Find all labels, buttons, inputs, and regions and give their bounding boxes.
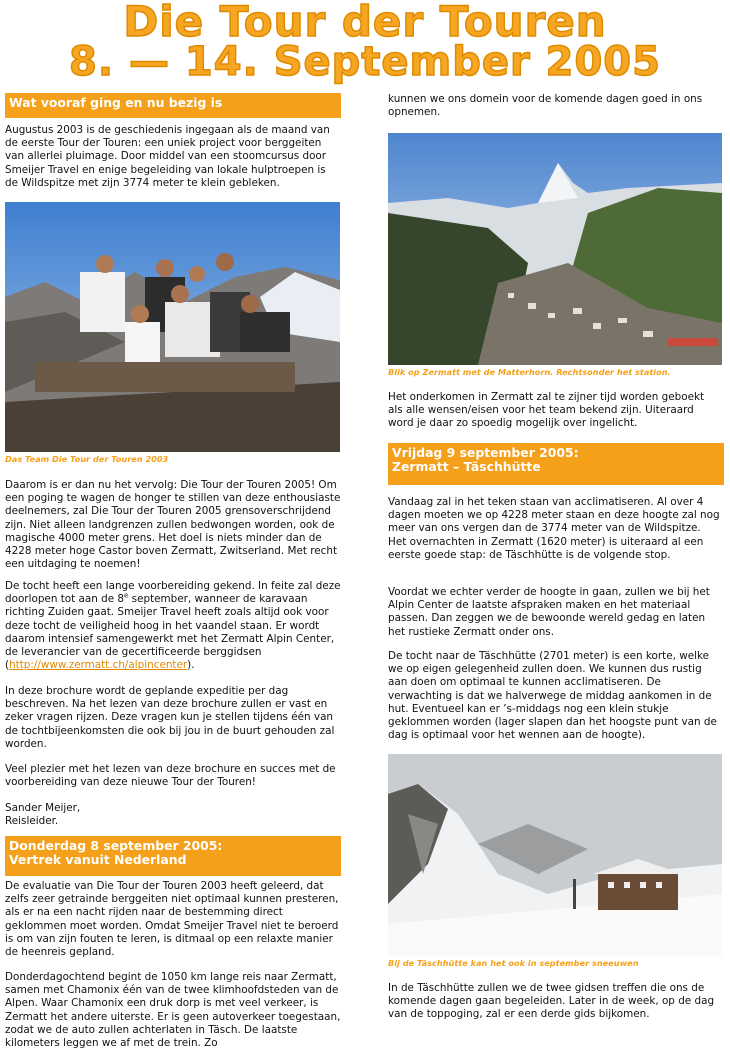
intro-paragraph: Augustus 2003 is de geschiedenis ingegaan als de maand van de eerste Tour der Touren: een uniek project voor berggeiten van allerlei pluimage. Door middel van een stoomcursus door Smeijer Travel en enige begeleiding van lokale hulptroepen is de Wildspitze met zijn 3774 meter te klein gebleken. <box>5 124 330 189</box>
paragraph-acclimatise: Vandaag zal in het teken staan van acclimatiseren. Al over 4 dagen moeten we op 4228 meter staan en deze hoogte zal nog meer van ons vergen dan de 3774 meter van de Wildspitze. Het overnachten in Zermatt (1620 meter) is uiteraard al een eerste goede stap: de Täschhütte is de volgende stop. <box>388 496 720 561</box>
taschhutte-photo <box>388 754 722 956</box>
paragraph-preparation <box>5 580 341 672</box>
paragraph-guides: In de Täschhütte zullen we de twee gidsen treffen die ons de komende dagen gaan begeleiden. Later in de week, op de dag van de toppoging, zal er een derde gids bijkomen. <box>388 982 715 1021</box>
zermatt-photo <box>388 133 722 365</box>
paragraph-alpin-center: Voordat we echter verder de hoogte in gaan, zullen we bij het Alpin Center de laatste afspraken maken en het materiaal passen. Dan zeggen we de bewoonde wereld gedag en laten het rustieke Zermatt onder ons. <box>388 586 710 638</box>
text-run: De tocht heeft een lange voorbereiding gekend. In feite zal deze doorlopen tot aan de 8 <box>5 580 341 606</box>
superscript: e <box>124 591 129 600</box>
alpin-center-link[interactable]: http://www.zermatt.ch/alpincenter <box>9 659 188 672</box>
paragraph-journey: Donderdagochtend begint de 1050 km lange reis naar Zermatt, samen met Chamonix één van de twee klimhoofdsteden van de Alpen. Waar Chamonix een druk dorp is met veel verkeer, is Zermatt het andere uiterste. Er is geen autoverkeer toegestaan, zodat we de auto zullen achterlaten in Täsch. De laatste kilometers leggen we af met de trein. Zo <box>5 971 341 1050</box>
signature-name: Sander Meijer, <box>5 802 81 814</box>
title-line-2: 8. — 14. September 2005 <box>69 39 661 85</box>
paragraph-evaluation: De evaluatie van Die Tour der Touren 2003 heeft geleerd, dat zelfs zeer getrainde berggeiten niet optimaal kunnen presteren, als er na een nacht rijden naar de bestemming direct geklommen moet worden. Omdat Smeijer Travel niet te beroerd is om van zijn fouten te leren, is ditmaal op een relaxte manier de heenreis gepland. <box>5 880 339 959</box>
paragraph-accommodation: Het onderkomen in Zermatt zal te zijner tijd worden geboekt als alle wensen/eisen voor het team bekend zijn. Uiteraard word je daar zo spoedig mogelijk over ingelicht. <box>388 391 705 430</box>
section-heading-text: Donderdag 8 september 2005: <box>9 838 223 853</box>
title-line-1: Die Tour der Touren <box>123 0 607 46</box>
section-heading-friday <box>388 443 724 485</box>
paragraph-brochure: In deze brochure wordt de geplande expeditie per dag beschreven. Na het lezen van deze brochure zullen er vast en zeker vragen rijzen. Deze vragen kun je stellen tijdens één van de tochtbijeenkomsten die ook bij jou in de buurt gehouden zal worden. <box>5 685 335 750</box>
section-heading-intro <box>5 93 341 118</box>
section-heading-thursday <box>5 836 341 876</box>
photo-caption-team: Das Team Die Tour der Touren 2003 <box>5 454 169 464</box>
section-heading-subtext: Zermatt – Täschhütte <box>392 459 541 474</box>
signature-role: Reisleider. <box>5 815 59 827</box>
team-photo <box>5 202 340 452</box>
text-run: september, wanneer de karavaan richting Zuiden gaat. Smeijer Travel heeft zoals altijd ook voor deze tocht de veiligheid hoog in het vaandel staan. Er wordt daarom intensief samengewerkt met het Zermatt Alpin Center, de leverancier van de gecertificeerde berggidsen ( <box>5 593 335 672</box>
section-heading-text: Vrijdag 9 september 2005: <box>392 445 579 460</box>
text-run: ). <box>187 659 195 672</box>
paragraph-taschhutte: De tocht naar de Täschhütte (2701 meter) is een korte, welke we op eigen gelegenheid zullen doen. We kunnen dus rustig aan doen om optimaal te kunnen acclimatiseren. De verwachting is dat we halverwege de middag aankomen in de hut. Eventueel kan er ’s-middags nog een klein stukje geklommen worden (lager slapen dan het hoogste punt van de dag is optimaal voor het wennen aan de hoogte). <box>388 650 717 742</box>
section-heading-subtext: Vertrek vanuit Nederland <box>9 852 187 867</box>
section-heading-text: Wat vooraf ging en nu bezig is <box>9 95 223 110</box>
photo-caption-zermatt: Blik op Zermatt met de Matterhorn. Rechtsonder het station. <box>388 367 671 377</box>
paragraph-closing: Veel plezier met het lezen van deze brochure en succes met de voorbereiding van deze nieuwe Tour der Touren! <box>5 763 336 789</box>
paragraph-tour-2005: Daarom is er dan nu het vervolg: Die Tour der Touren 2005! Om een poging te wagen de honger te stillen van deze enthousiaste deelnemers, zal Die Tour der Touren 2005 grensoverschrijdend zijn. Niet alleen landgrenzen zullen bedwongen worden, ook de magische 4000 meter grens. Het doel is niets minder dan de 4228 meter hoge Castor boven Zermatt, Zwitserland. Met recht een uitdaging te noemen! <box>5 479 341 571</box>
photo-caption-taschhutte: Bij de Täschhütte kan het ook in september sneeuwen <box>388 958 639 968</box>
paragraph-continuation: kunnen we ons domein voor de komende dagen goed in ons opnemen. <box>388 93 703 119</box>
